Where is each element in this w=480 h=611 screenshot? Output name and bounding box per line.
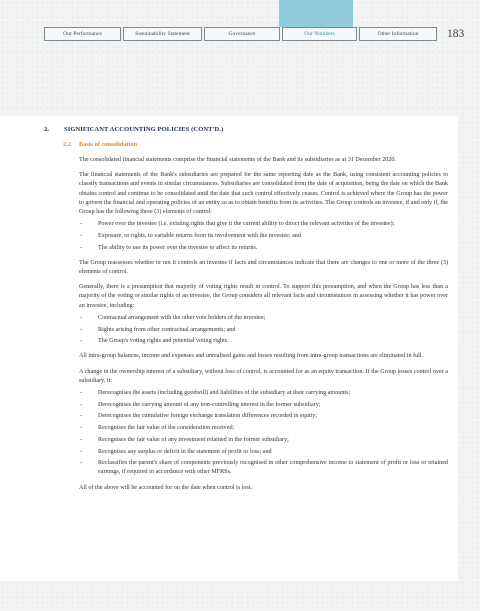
- list-item: - Contractual arrangement with the other vote holders of the investee;: [79, 314, 448, 323]
- tab-our-performance[interactable]: Our Performance: [44, 27, 121, 41]
- paragraph: The consolidated financial statements comprise the financial statements of the Bank and its subsidiaries as at 31 December 2020.: [79, 157, 397, 163]
- subsection-title: Basis of consolidation: [79, 141, 138, 148]
- paragraph: All of the above will be accounted for on the date when control is lost.: [79, 484, 253, 491]
- voting-rights-list: [79, 314, 448, 347]
- subsection-number: 2.2: [63, 141, 71, 148]
- paragraph: All intra-group balances, income and expenses and unrealised gains and losses resulting from intra-group transactions are eliminated in full.: [79, 353, 424, 360]
- list-item: - Derecognises the assets (including goodwill) and liabilities of the subsidiary at their carrying amounts;: [79, 389, 448, 398]
- paragraph: A change in the ownership interest of a subsidiary, without loss of control, is accounted for as an equity transaction. If the Group losses control over a subsidiary, it:: [79, 368, 448, 384]
- list-item: - Exposure, or rights, to variable returns from its involvement with the investee; and: [79, 232, 448, 241]
- page-number: 183: [447, 28, 465, 40]
- list-item: - Derecognises the cumulative foreign exchange translation differences recorded in equity;: [79, 412, 448, 421]
- tab-governance[interactable]: Governance: [204, 27, 280, 41]
- section-heading: [44, 126, 223, 133]
- body-text: [79, 156, 448, 499]
- list-item: - Power over the investee (i.e. existing rights that give it the current ability to direct the relevant activities of the investee);: [79, 220, 448, 229]
- list-item: - Derecognises the carrying amount of any non-controlling interest in the former subsidiary;: [79, 401, 448, 410]
- list-item: - Recognises the fair value of any investment retained in the former subsidiary;: [79, 436, 448, 445]
- subsection-heading: [63, 141, 137, 148]
- tab-sustainability-statement[interactable]: Sustainability Statement: [123, 27, 202, 41]
- section-number: 2.: [44, 126, 50, 133]
- tab-other-information[interactable]: Other Information: [359, 27, 437, 41]
- list-item: - Reclassifies the parent's share of components previously recognised in other comprehensive income to statement of profit or loss or retained earnings, if required in accordance with other MFRSs.: [79, 459, 448, 477]
- list-item: - The Group's voting rights and potential voting rights.: [79, 337, 448, 346]
- paragraph: Generally, there is a presumption that majority of voting rights result in control. To support this presumption, and when the Group has less than a majority of the voting or similar rights of an investee, the Group considers all relevant facts and circumstances in assessing whether it has power over an investee, including:: [79, 284, 448, 309]
- list-item: - The ability to use its power over the investee to affect its returns.: [79, 244, 448, 253]
- list-item: - Recognises any surplus or deficit in the statement of profit or loss; and: [79, 448, 448, 457]
- list-item: - Rights arising from other contractual arrangements; and: [79, 326, 448, 335]
- section-title: SIGNIFICANT ACCOUNTING POLICIES (CONT'D.): [64, 126, 224, 133]
- list-item: - Recognises the fair value of the consideration received;: [79, 424, 448, 433]
- control-elements-list: [79, 220, 448, 253]
- page-content: [0, 116, 458, 581]
- paragraph: The financial statements of the Bank's subsidiaries are prepared for the same reporting date as the Bank, using consistent accounting policies to classify transactions and events in similar circumstances. Subsidiaries are consolidated from the date of acquisition, being the date on which the Bank obtains control and continue to be consolidated until the date that such control effectively ceases. Control is achieved where the Group has the power to govern the financial and operating policies of an entity so as to obtain benefits from its activities. The Group controls an investee, if and only if, the Group has the following three (3) elements of control:: [79, 172, 448, 216]
- active-section-marker: [279, 0, 353, 27]
- tab-our-numbers[interactable]: Our Numbers: [282, 27, 357, 41]
- paragraph: The Group reassesses whether or not it controls an investee if facts and circumstances indicate that there are changes to one or more of the three (3) elements of control.: [79, 259, 448, 276]
- loss-of-control-list: [79, 389, 448, 478]
